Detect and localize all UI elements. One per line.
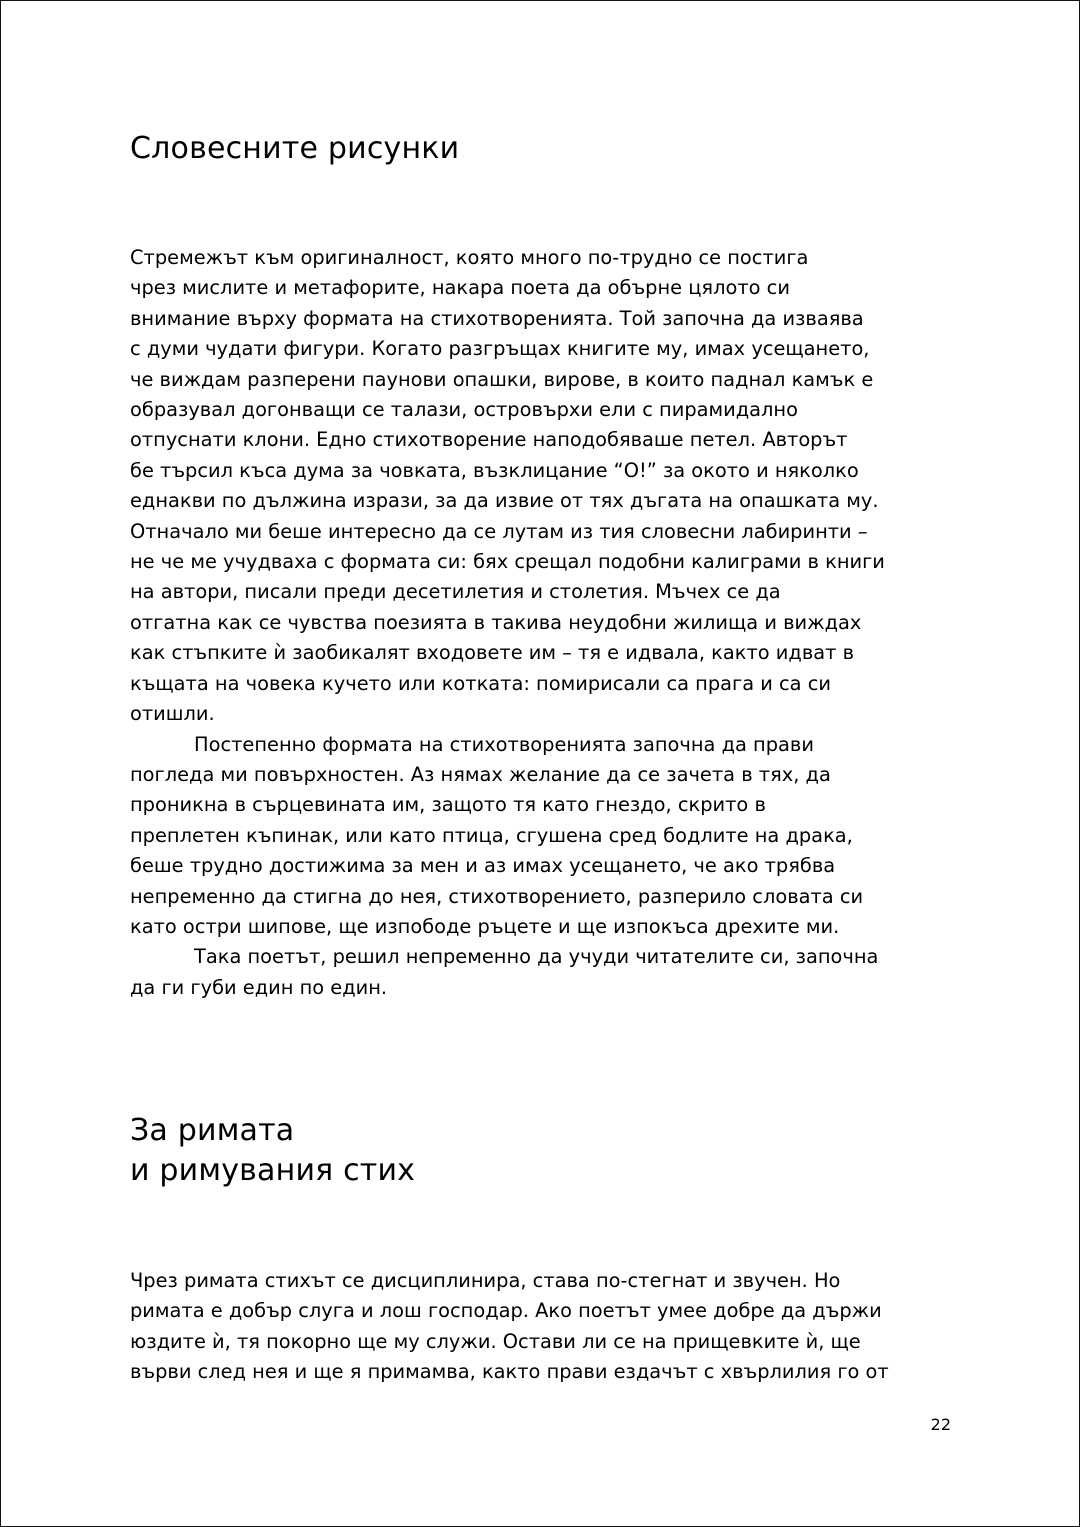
- text-line: образувал догонващи се талази, островърхи ели с пирамидално: [130, 398, 798, 422]
- text-line: Така поетът, решил непременно да учуди читателите си, започна: [194, 945, 879, 969]
- text-line: отпуснати клони. Едно стихотворение наподобяваше петел. Авторът: [130, 428, 848, 452]
- section-body-verbal-drawings: [130, 243, 960, 1003]
- section-title-rhyme: [130, 1111, 415, 1191]
- text-line: отгатна как се чувства поезията в такива неудобни жилища и виждах: [130, 610, 862, 634]
- section-title-line: Словесните рисунки: [130, 131, 460, 166]
- text-line: непременно да стигна до нея, стихотворението, разперило словата си: [130, 884, 864, 908]
- text-line: чрез мислите и метафорите, накара поета да обърне цялото си: [130, 276, 790, 300]
- text-line: отишли.: [130, 702, 215, 726]
- text-line: Постепенно формата на стихотворенията започна да прави: [194, 732, 814, 756]
- text-line: проникна в сърцевината им, защото тя като гнездо, скрито в: [130, 793, 766, 817]
- text-line: върви след нея и ще я примамва, както прави ездачът с хвърлилия го от: [130, 1360, 889, 1384]
- text-line: на автори, писали преди десетилетия и столетия. Мъчех се да: [130, 580, 781, 604]
- text-line: че виждам разперени паунови опашки, вирове, в които паднал камък е: [130, 367, 874, 391]
- text-line: погледа ми повърхностен. Аз нямах желание да се зачета в тях, да: [130, 762, 831, 786]
- section-title-line: За римата: [130, 1113, 295, 1148]
- text-line: преплетен къпинак, или като птица, сгушена сред бодлите на драка,: [130, 823, 853, 847]
- text-line: внимание върху формата на стихотворенията. Той започна да изваява: [130, 306, 864, 330]
- section-title-verbal-drawings: [130, 129, 459, 169]
- text-line: Чрез римата стихът се дисциплинира, става по-стегнат и звучен. Но: [130, 1269, 841, 1292]
- text-line: къщата на човека кучето или котката: помирисали са прага и са си: [130, 671, 831, 695]
- page-number: 22: [930, 1415, 951, 1434]
- text-line: беше трудно достижима за мен и аз имах усещането, че ако трябва: [130, 854, 836, 878]
- text-line: да ги губи един по един.: [130, 975, 388, 999]
- text-line: Стремежът към оригиналност, която много по-трудно се постига: [130, 246, 809, 269]
- text-line: юздите ѝ, тя покорно ще му служи. Остави ли се на прищевките ѝ, ще: [130, 1329, 861, 1353]
- text-line: римата е добър слуга и лош господар. Ако поетът умее добре да държи: [130, 1299, 882, 1323]
- section-body-rhyme: [130, 1266, 960, 1388]
- text-line: бе търсил къса дума за човката, възклицание “О!” за окото и няколко: [130, 458, 859, 482]
- section-title-line: и римувания стих: [130, 1153, 416, 1188]
- text-line: с думи чудати фигури. Когато разгръщах книгите му, имах усещането,: [130, 337, 870, 361]
- text-line: като остри шипове, ще изпободе ръцете и ще изпокъса дрехите ми.: [130, 914, 840, 938]
- text-line: Отначало ми беше интересно да се лутам из тия словесни лабиринти –: [130, 519, 868, 543]
- text-line: не че ме учудваха с формата си: бях срещал подобни калиграми в книги: [130, 550, 885, 574]
- text-line: еднакви по дължина изрази, за да извие от тях дъгата на опашката му.: [130, 489, 879, 513]
- text-line: как стъпките ѝ заобикалят входовете им – тя е идвала, както идват в: [130, 641, 855, 665]
